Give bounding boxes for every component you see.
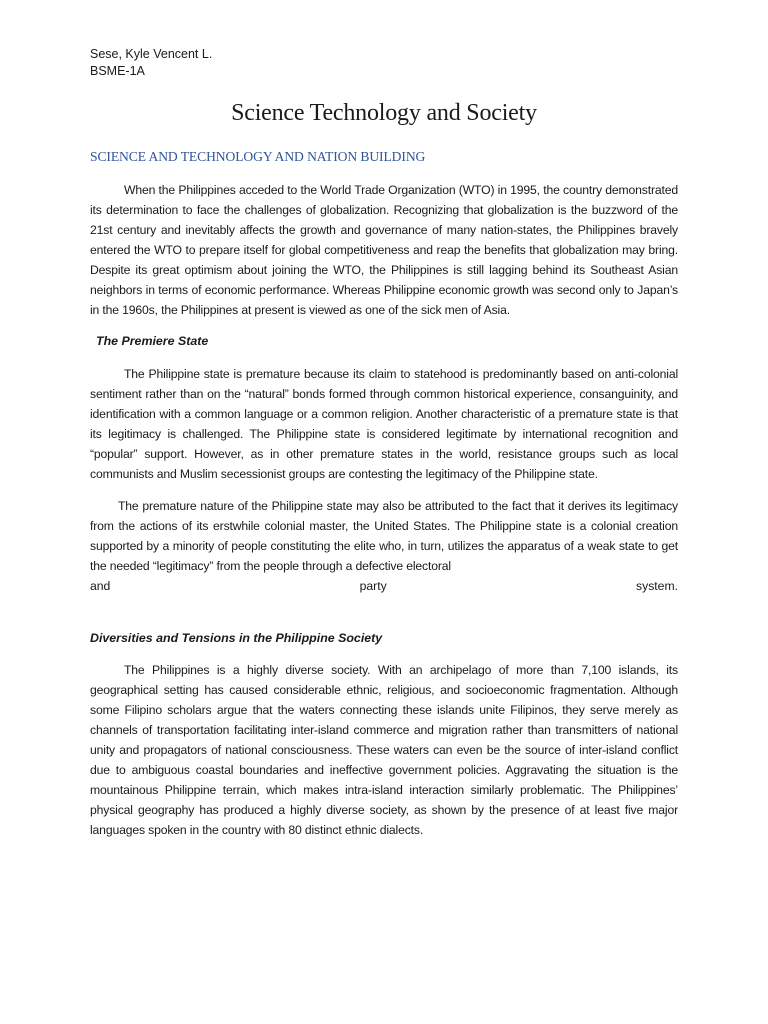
paragraph-premiere-1: The Philippine state is premature because its claim to statehood is predominantly based on anti-colonial sentiment rather than on the “natural” bonds formed through common historical experience, consanguinity, and identification with a common language or a common religion. Another characteristic of a premature state is that its legitimacy is challenged. The Philippine state is considered legitimate by international recognition and “popular” support. However, as in other premature states in the world, resistance groups such as local communists and Muslim secessionist groups are contesting the legitimacy of the Philippine state. xyxy=(90,367,678,481)
paragraph-intro: When the Philippines acceded to the World Trade Organization (WTO) in 1995, the country demonstrated its determination to face the challenges of globalization. Recognizing that globalization is the buzzword of the 21st century and inevitably affects the growth and governance of many nation-states, the Philippines bravely entered the WTO to prepare itself for global competitiveness and reap the benefits that globalization may bring. Despite its great optimism about joining the WTO, the Philippines is still lagging behind its Southeast Asian neighbors in terms of economic performance. Whereas Philippine economic growth was second only to Japan’s in the 1960s, the Philippines at present is viewed as one of the sick men of Asia. xyxy=(90,183,678,317)
paragraph-premiere-2-last-line xyxy=(90,576,678,596)
section-heading: SCIENCE AND TECHNOLOGY AND NATION BUILDING xyxy=(90,149,426,164)
last-line-word: system. xyxy=(636,579,678,593)
last-line-word: party xyxy=(359,579,387,593)
last-line-word: and xyxy=(90,579,111,593)
paragraph-diversities: The Philippines is a highly diverse society. With an archipelago of more than 7,100 islands, its geographical setting has caused considerable ethnic, religious, and socioeconomic fragmentation. Although some Filipino scholars argue that the waters connecting these islands unite Filipinos, they serve merely as channels of transportation facilitating inter-island commerce and migration rather than transmitters of national unity and propagators of national consciousness. These waters can even be the source of inter-island conflict due to ambiguous coastal boundaries and ineffective government policies. Aggravating the situation is the mountainous Philippine terrain, which makes intra-island interaction similarly problematic. The Philippines’ physical geography has produced a highly diverse society, as shown by the presence of at least five major languages spoken in the country with 80 distinct ethnic dialects. xyxy=(90,663,678,837)
subheading-premiere-state: The Premiere State xyxy=(96,334,209,348)
subheading-diversities: Diversities and Tensions in the Philippine Society xyxy=(90,631,383,645)
author-section: BSME-1A xyxy=(90,64,145,78)
document-page xyxy=(90,46,678,840)
paragraph-premiere-2: The premature nature of the Philippine state may also be attributed to the fact that it derives its legitimacy from the actions of its erstwhile colonial master, the United States. The Philippine state is a colonial creation supported by a minority of people constituting the elite who, in turn, utilizes the apparatus of a weak state to get the needed “legitimacy” from the people through a defective electoral xyxy=(90,499,678,573)
document-title: Science Technology and Society xyxy=(231,100,537,126)
author-block xyxy=(90,46,678,80)
paragraph-premiere-2-block xyxy=(90,496,678,596)
author-name: Sese, Kyle Vencent L. xyxy=(90,47,213,61)
